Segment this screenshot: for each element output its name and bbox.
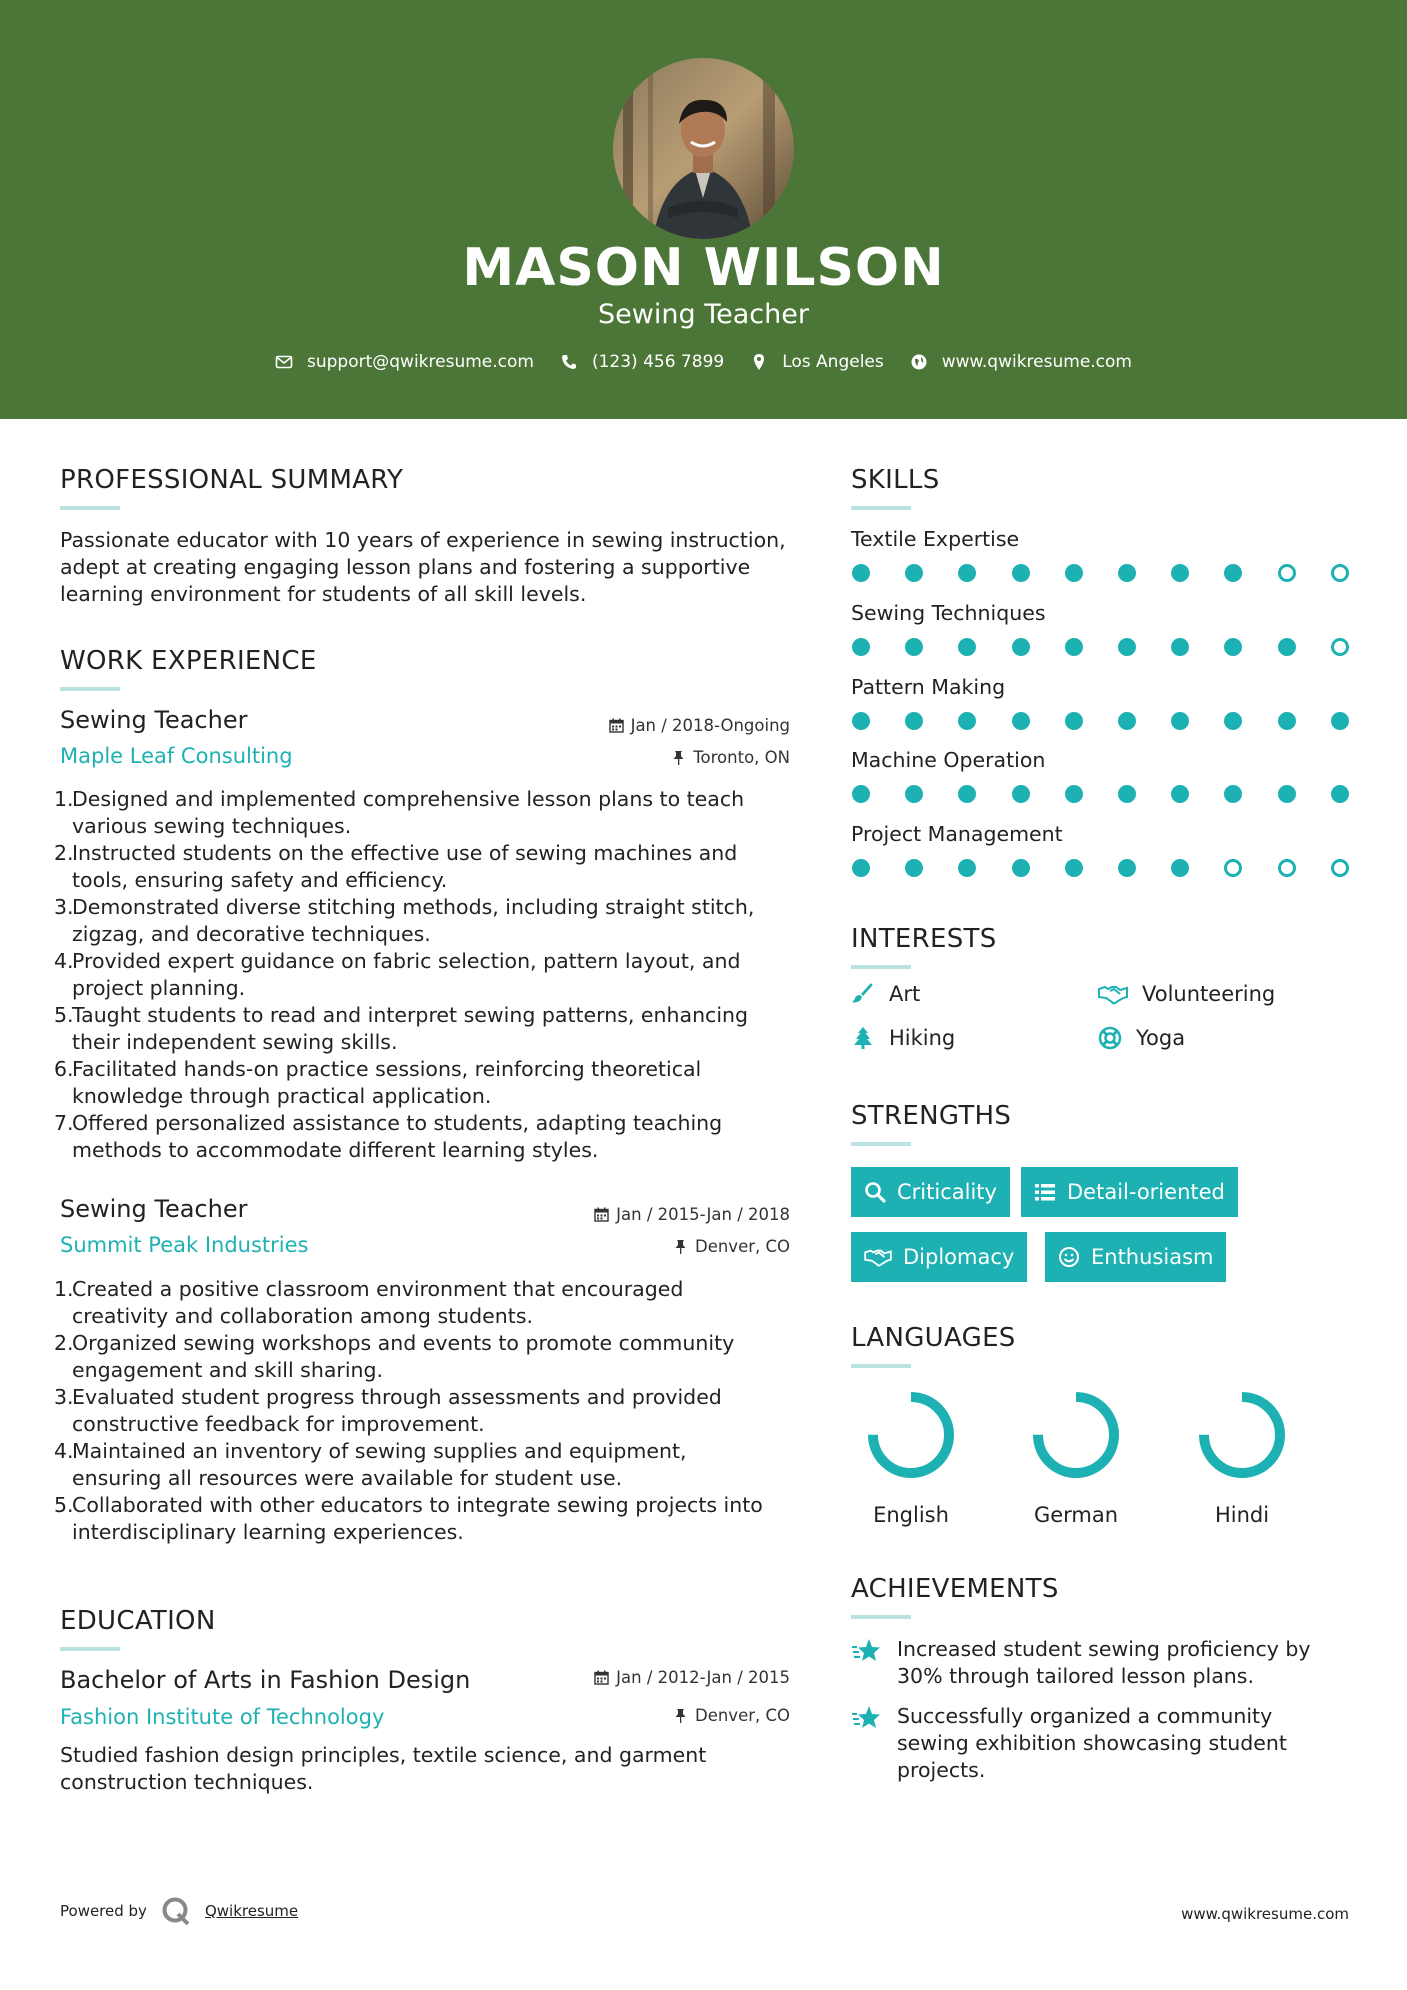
strength-label: Criticality bbox=[897, 1180, 997, 1204]
interests-title: INTERESTS bbox=[851, 924, 997, 954]
skill-dot-filled bbox=[1171, 785, 1189, 803]
list-item: 1. Created a positive classroom environment that encouraged creativity and collaboration among students. bbox=[54, 1277, 684, 1328]
achievement-line: projects. bbox=[897, 1758, 986, 1782]
education-description bbox=[60, 1742, 820, 1796]
contact-bar bbox=[0, 352, 1407, 372]
bullet-line: creativity and collaboration among students. bbox=[72, 1304, 534, 1328]
skill-dot-filled bbox=[958, 785, 976, 803]
interest-label: Art bbox=[889, 982, 921, 1006]
list-item: 4. Maintained an inventory of sewing supplies and equipment, ensuring all resources were available for student use. bbox=[54, 1439, 687, 1490]
bullet-line: zigzag, and decorative techniques. bbox=[72, 922, 431, 946]
job-bullets bbox=[54, 786, 834, 1164]
bullet-line: methods to accommodate different learning styles. bbox=[72, 1138, 599, 1162]
contact-website[interactable] bbox=[910, 352, 1132, 372]
bullet-line: ensuring all resources were available for student use. bbox=[72, 1466, 623, 1490]
skill-dot-filled bbox=[1224, 712, 1242, 730]
bullet-line: Taught students to read and interpret sewing patterns, enhancing bbox=[72, 1003, 749, 1027]
skill-dot-empty bbox=[1331, 638, 1349, 656]
skill-dot-filled bbox=[1224, 638, 1242, 656]
languages-underline bbox=[851, 1364, 911, 1368]
language-name: English bbox=[873, 1503, 949, 1527]
resume-header bbox=[0, 0, 1407, 419]
interest-volunteering bbox=[1098, 982, 1275, 1006]
skill-dot-filled bbox=[958, 564, 976, 582]
skill-dot-filled bbox=[1065, 785, 1083, 803]
star-icon bbox=[851, 1703, 881, 1733]
skill-dot-filled bbox=[852, 564, 870, 582]
bullet-line: knowledge through practical application. bbox=[72, 1084, 492, 1108]
lifering-icon bbox=[1098, 1026, 1122, 1050]
bullet-line: Provided expert guidance on fabric selection, pattern layout, and bbox=[72, 949, 741, 973]
calendar-icon bbox=[594, 1207, 609, 1222]
skill-dot-filled bbox=[1331, 712, 1349, 730]
language-progress-ring bbox=[861, 1385, 961, 1485]
skill-dot-empty bbox=[1224, 859, 1242, 877]
skill-dot-filled bbox=[905, 785, 923, 803]
candidate-name: MASON WILSON bbox=[462, 238, 945, 298]
skill-dot-empty bbox=[1331, 859, 1349, 877]
list-item: 3. Demonstrated diverse stitching methods, including straight stitch, zigzag, and decorative techniques. bbox=[54, 895, 755, 946]
language-name: Hindi bbox=[1214, 1503, 1270, 1527]
skill-dot-filled bbox=[1012, 638, 1030, 656]
candidate-role: Sewing Teacher bbox=[598, 299, 809, 330]
achievements-underline bbox=[851, 1615, 911, 1619]
tree-icon bbox=[851, 1026, 875, 1050]
job-location-text: Toronto, ON bbox=[693, 748, 790, 767]
summary-line: Passionate educator with 10 years of experience in sewing instruction, bbox=[60, 528, 786, 552]
skills-title: SKILLS bbox=[851, 465, 940, 495]
footer-powered-by bbox=[60, 1896, 298, 1926]
contact-email[interactable] bbox=[275, 352, 534, 372]
handshake-icon bbox=[1098, 982, 1128, 1006]
strength-tag bbox=[851, 1232, 1027, 1282]
list-item: 5. Taught students to read and interpret sewing patterns, enhancing their independent sewing skills. bbox=[54, 1003, 749, 1054]
degree-title: Bachelor of Arts in Fashion Design bbox=[60, 1666, 471, 1694]
bullet-line: Instructed students on the effective use of sewing machines and bbox=[72, 841, 738, 865]
language-item bbox=[1182, 1385, 1302, 1527]
bullet-line: Collaborated with other educators to integrate sewing projects into bbox=[72, 1493, 763, 1517]
strength-label: Detail-oriented bbox=[1067, 1180, 1225, 1204]
skill-name: Sewing Techniques bbox=[851, 601, 1046, 625]
language-progress-arc bbox=[1204, 1397, 1280, 1473]
skill-dot-filled bbox=[1065, 712, 1083, 730]
smile-icon bbox=[1058, 1246, 1080, 1268]
skills-underline bbox=[851, 506, 911, 510]
search-icon bbox=[864, 1181, 886, 1203]
pushpin-icon bbox=[673, 1708, 688, 1723]
skill-dot-filled bbox=[1278, 638, 1296, 656]
achievement-item bbox=[851, 1703, 1351, 1784]
bullet-line: Designed and implemented comprehensive lesson plans to teach bbox=[72, 787, 745, 811]
skill-dot-empty bbox=[1331, 564, 1349, 582]
list-icon bbox=[1034, 1181, 1056, 1203]
job-dates bbox=[609, 716, 790, 735]
globe-icon bbox=[910, 353, 928, 371]
map-marker-icon bbox=[750, 353, 768, 371]
skill-dot-filled bbox=[1118, 859, 1136, 877]
list-item: 7. Offered personalized assistance to students, adapting teaching methods to accommodate different learning styles. bbox=[54, 1111, 723, 1162]
language-progress-ring bbox=[1192, 1385, 1292, 1485]
envelope-icon bbox=[275, 353, 293, 371]
contact-location-text: Los Angeles bbox=[782, 352, 884, 372]
job-title: Sewing Teacher bbox=[60, 1195, 248, 1223]
language-progress-ring bbox=[1026, 1385, 1126, 1485]
summary-text bbox=[60, 527, 820, 608]
pushpin-icon bbox=[673, 1239, 688, 1254]
skill-dot-filled bbox=[1224, 785, 1242, 803]
skill-dot-filled bbox=[1171, 638, 1189, 656]
skill-dot-filled bbox=[958, 859, 976, 877]
experience-title: WORK EXPERIENCE bbox=[60, 646, 317, 676]
summary-line: adept at creating engaging lesson plans and fostering a supportive bbox=[60, 555, 751, 579]
skill-dot-filled bbox=[1278, 785, 1296, 803]
interest-hiking bbox=[851, 1026, 955, 1050]
bullet-line: project planning. bbox=[72, 976, 246, 1000]
education-title: EDUCATION bbox=[60, 1606, 216, 1636]
skill-dot-filled bbox=[1171, 712, 1189, 730]
skill-dot-filled bbox=[1065, 564, 1083, 582]
skill-dot-filled bbox=[1118, 712, 1136, 730]
interests-underline bbox=[851, 965, 911, 969]
list-item: 4. Provided expert guidance on fabric selection, pattern layout, and project planning. bbox=[54, 949, 741, 1000]
bullet-line: Offered personalized assistance to students, adapting teaching bbox=[72, 1111, 723, 1135]
interest-label: Volunteering bbox=[1142, 982, 1276, 1006]
achievement-line: sewing exhibition showcasing student bbox=[897, 1731, 1287, 1755]
bullet-line: tools, ensuring safety and efficiency. bbox=[72, 868, 448, 892]
experience-underline bbox=[60, 687, 120, 691]
interest-yoga bbox=[1098, 1026, 1185, 1050]
languages-title: LANGUAGES bbox=[851, 1323, 1016, 1353]
bullet-line: constructive feedback for improvement. bbox=[72, 1412, 485, 1436]
skill-dot-filled bbox=[1012, 785, 1030, 803]
bullet-line: Organized sewing workshops and events to promote community bbox=[72, 1331, 735, 1355]
bullet-line: Facilitated hands-on practice sessions, reinforcing theoretical bbox=[72, 1057, 702, 1081]
skill-dot-filled bbox=[1012, 859, 1030, 877]
skill-dot-filled bbox=[852, 638, 870, 656]
skill-dot-filled bbox=[905, 564, 923, 582]
education-underline bbox=[60, 1647, 120, 1651]
paintbrush-icon bbox=[851, 982, 875, 1006]
language-progress-arc bbox=[873, 1397, 949, 1473]
job-location bbox=[671, 748, 790, 767]
skill-dot-filled bbox=[1171, 564, 1189, 582]
skill-name: Pattern Making bbox=[851, 675, 1006, 699]
skill-dot-filled bbox=[1171, 859, 1189, 877]
education-dates bbox=[594, 1668, 790, 1687]
bullet-line: Maintained an inventory of sewing supplies and equipment, bbox=[72, 1439, 687, 1463]
skill-dot-filled bbox=[1012, 712, 1030, 730]
achievements-title: ACHIEVEMENTS bbox=[851, 1574, 1059, 1604]
skill-dot-filled bbox=[1331, 785, 1349, 803]
profile-photo bbox=[613, 58, 794, 239]
qwikresume-link[interactable]: Qwikresume bbox=[204, 1902, 299, 1920]
bullet-line: Evaluated student progress through assessments and provided bbox=[72, 1385, 722, 1409]
interest-label: Hiking bbox=[889, 1026, 956, 1050]
job-location bbox=[673, 1237, 790, 1256]
list-item: 2. Instructed students on the effective use of sewing machines and tools, ensuring safety and efficiency. bbox=[54, 841, 738, 892]
list-item: 2. Organized sewing workshops and events to promote community engagement and skill sharing. bbox=[54, 1331, 735, 1382]
skill-dot-filled bbox=[1118, 564, 1136, 582]
summary-line: learning environment for students of all skill levels. bbox=[60, 582, 587, 606]
skill-dot-empty bbox=[1278, 859, 1296, 877]
skill-dot-filled bbox=[1012, 564, 1030, 582]
language-progress-arc bbox=[1038, 1397, 1114, 1473]
bullet-line: Created a positive classroom environment that encouraged bbox=[72, 1277, 684, 1301]
education-location bbox=[673, 1706, 790, 1725]
skill-dot-filled bbox=[852, 712, 870, 730]
skill-name: Project Management bbox=[851, 822, 1063, 846]
language-item bbox=[1016, 1385, 1136, 1527]
education-location-text: Denver, CO bbox=[694, 1706, 790, 1725]
strength-tag bbox=[1021, 1167, 1238, 1217]
contact-phone-text: (123) 456 7899 bbox=[591, 352, 725, 372]
skill-dot-filled bbox=[1065, 638, 1083, 656]
skill-dot-filled bbox=[1118, 638, 1136, 656]
skill-dot-filled bbox=[958, 712, 976, 730]
job-title: Sewing Teacher bbox=[60, 706, 248, 734]
skill-dot-filled bbox=[905, 638, 923, 656]
achievement-line: 30% through tailored lesson plans. bbox=[897, 1664, 1254, 1688]
skill-dot-filled bbox=[1278, 712, 1296, 730]
job-dates-text: Jan / 2015-Jan / 2018 bbox=[616, 1205, 790, 1224]
language-item bbox=[851, 1385, 971, 1527]
strength-tag bbox=[1045, 1232, 1226, 1282]
summary-underline bbox=[60, 506, 120, 510]
bullet-line: interdisciplinary learning experiences. bbox=[72, 1520, 464, 1544]
contact-location bbox=[750, 352, 884, 372]
education-line: construction techniques. bbox=[60, 1770, 314, 1794]
qwikresume-logo-icon bbox=[161, 1896, 191, 1926]
footer-website[interactable]: www.qwikresume.com bbox=[1181, 1905, 1349, 1923]
list-item: 5. Collaborated with other educators to integrate sewing projects into interdisciplinary learning experiences. bbox=[54, 1493, 763, 1544]
skill-dot-filled bbox=[852, 859, 870, 877]
skill-dot-filled bbox=[852, 785, 870, 803]
contact-phone[interactable] bbox=[560, 352, 724, 372]
education-dates-text: Jan / 2012-Jan / 2015 bbox=[616, 1668, 790, 1687]
strengths-underline bbox=[851, 1142, 911, 1146]
skill-dot-filled bbox=[1065, 859, 1083, 877]
strength-label: Enthusiasm bbox=[1091, 1245, 1214, 1269]
language-name: German bbox=[1033, 1503, 1119, 1527]
skill-dot-empty bbox=[1278, 564, 1296, 582]
pushpin-icon bbox=[671, 750, 686, 765]
achievement-line: Successfully organized a community bbox=[897, 1704, 1273, 1728]
skill-dot-filled bbox=[1224, 564, 1242, 582]
contact-website-text: www.qwikresume.com bbox=[941, 352, 1132, 372]
list-item: 3. Evaluated student progress through assessments and provided constructive feedback for improvement. bbox=[54, 1385, 722, 1436]
job-dates-text: Jan / 2018-Ongoing bbox=[630, 716, 790, 735]
contact-email-text: support@qwikresume.com bbox=[307, 352, 534, 372]
interest-label: Yoga bbox=[1136, 1026, 1186, 1050]
interest-art bbox=[851, 982, 920, 1006]
achievement-line: Increased student sewing proficiency by bbox=[897, 1637, 1311, 1661]
skill-name: Textile Expertise bbox=[851, 527, 1020, 551]
list-item: 6. Facilitated hands-on practice sessions, reinforcing theoretical knowledge through practical application. bbox=[54, 1057, 702, 1108]
calendar-icon bbox=[609, 718, 624, 733]
strength-tag bbox=[851, 1167, 1010, 1217]
bullet-line: Demonstrated diverse stitching methods, including straight stitch, bbox=[72, 895, 755, 919]
summary-title: PROFESSIONAL SUMMARY bbox=[60, 465, 404, 495]
strengths-title: STRENGTHS bbox=[851, 1101, 1012, 1131]
skill-dot-filled bbox=[958, 638, 976, 656]
star-icon bbox=[851, 1636, 881, 1666]
bullet-line: various sewing techniques. bbox=[72, 814, 352, 838]
strength-label: Diplomacy bbox=[903, 1245, 1015, 1269]
handshake-icon bbox=[864, 1246, 892, 1268]
education-line: Studied fashion design principles, textile science, and garment bbox=[60, 1743, 707, 1767]
job-dates bbox=[594, 1205, 790, 1224]
skill-name: Machine Operation bbox=[851, 748, 1046, 772]
skill-dot-filled bbox=[1118, 785, 1136, 803]
company-name: Maple Leaf Consulting bbox=[60, 744, 293, 768]
school-name: Fashion Institute of Technology bbox=[60, 1705, 385, 1729]
job-bullets bbox=[54, 1276, 834, 1546]
phone-icon bbox=[560, 353, 578, 371]
job-location-text: Denver, CO bbox=[694, 1237, 790, 1256]
company-name: Summit Peak Industries bbox=[60, 1233, 309, 1257]
achievement-item bbox=[851, 1636, 1351, 1690]
skill-dot-filled bbox=[905, 859, 923, 877]
list-item: 1. Designed and implemented comprehensive lesson plans to teach various sewing techniques. bbox=[54, 787, 745, 838]
bullet-line: their independent sewing skills. bbox=[72, 1030, 398, 1054]
skill-dot-filled bbox=[905, 712, 923, 730]
powered-by-text: Powered by bbox=[60, 1902, 147, 1920]
bullet-line: engagement and skill sharing. bbox=[72, 1358, 384, 1382]
calendar-icon bbox=[594, 1670, 609, 1685]
